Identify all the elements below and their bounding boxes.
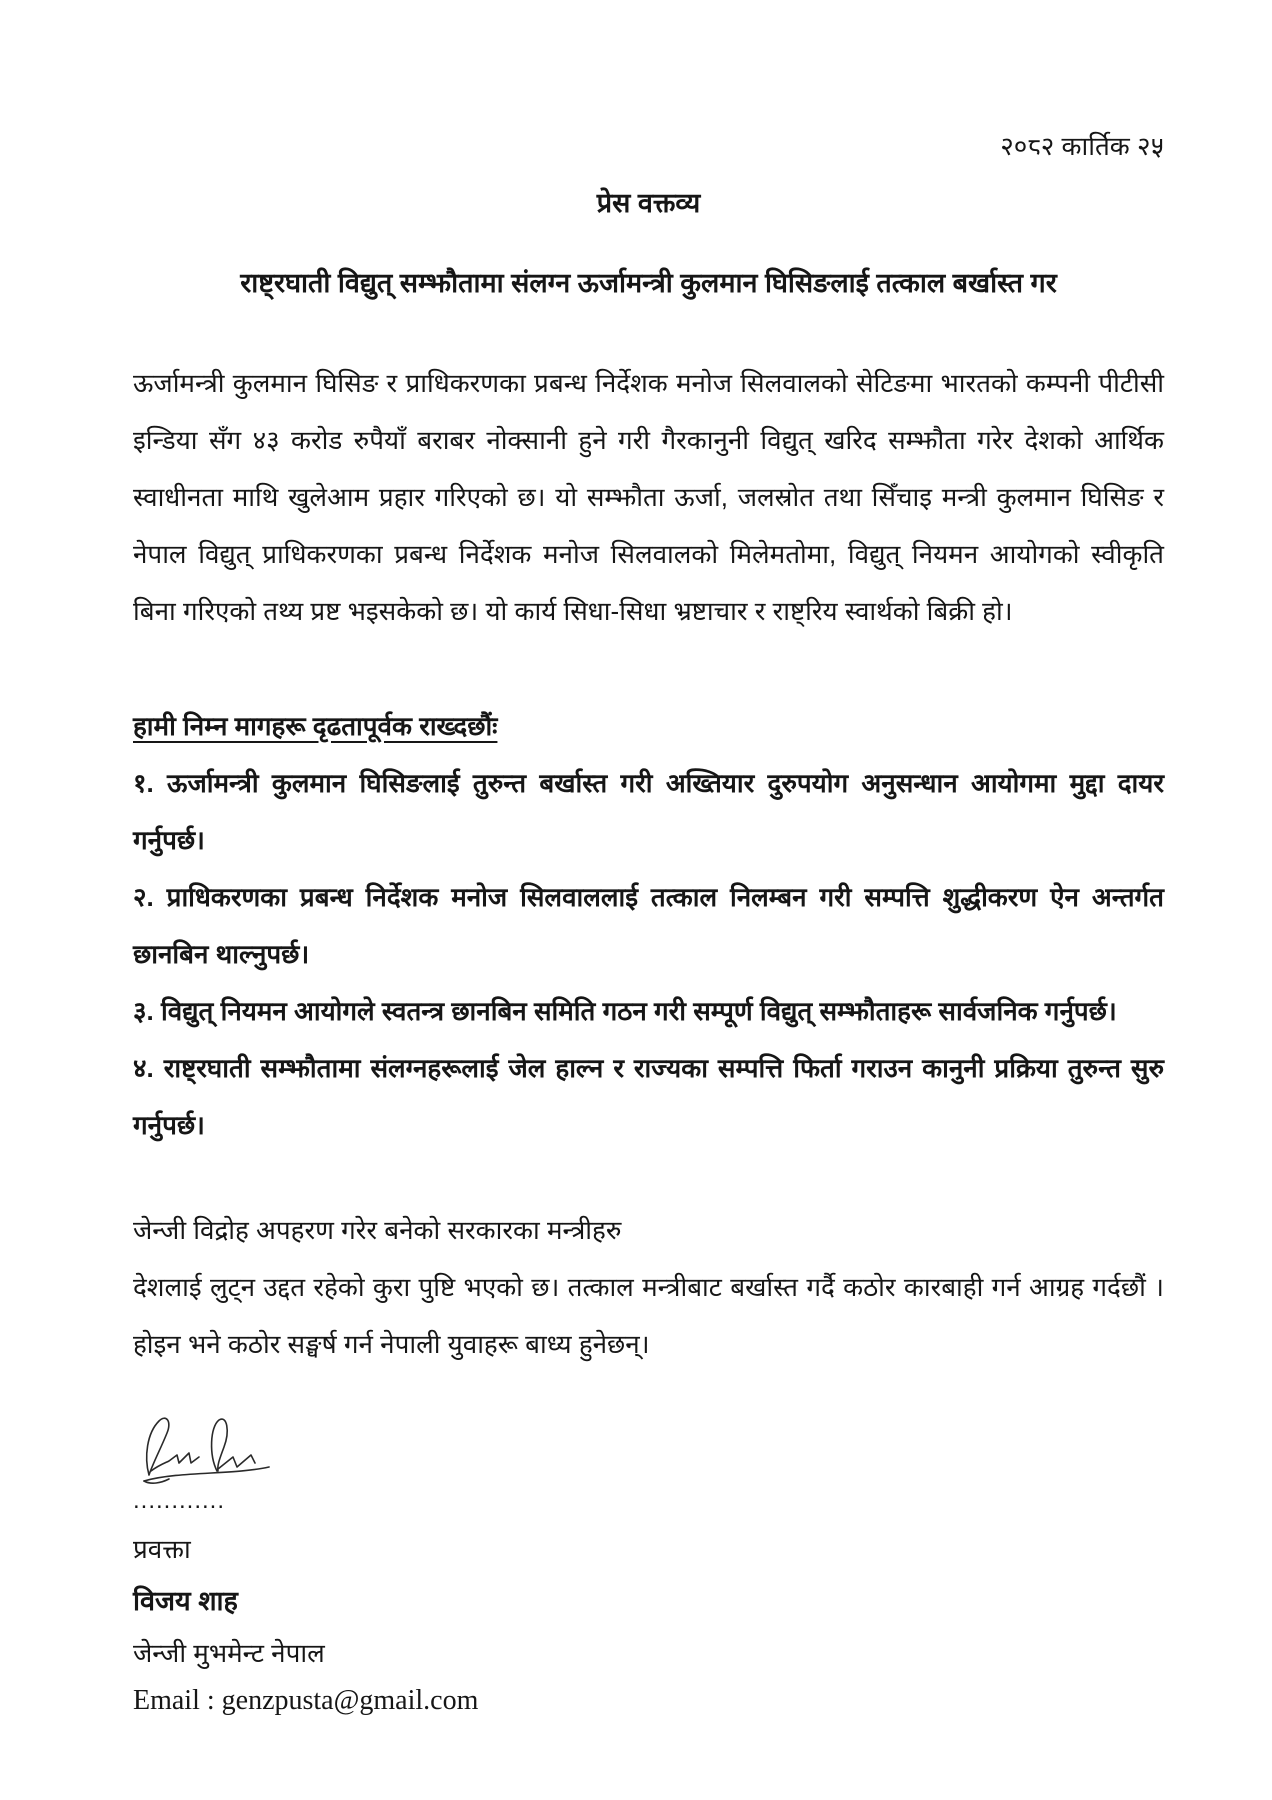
signatory-role: प्रवक्ता [133,1533,191,1564]
closing-paragraph [133,1202,1164,1373]
signatory-organization: जेन्जी मुभमेन्ट नेपाल [133,1637,325,1668]
signatory-name: विजय शाह [133,1586,238,1617]
demands-list [133,755,1164,1154]
signature-block [133,1413,1164,1721]
headline: राष्ट्रघाती विद्युत् सम्झौतामा संलग्न ऊर्जामन्त्री कुलमान घिसिङलाई तत्काल बर्खास्त गर [240,267,1057,298]
demand-item-2: २. प्राधिकरणका प्रबन्ध निर्देशक मनोज सिलवाललाई तत्काल निलम्बन गरी सम्पत्ति शुद्धीकरण ऐन अन्तर्गत छानबिन थाल्नुपर्छ। [133,881,1164,969]
closing-line-2: देशलाई लुट्न उद्दत रहेको कुरा पुष्टि भएको छ। तत्काल मन्त्रीबाट बर्खास्त गर्दै कठोर कारबाही गर्न आग्रह गर्दछौं । होइन भने कठोर सङ्घर्ष गर्न नेपाली युवाहरू बाध्य हुनेछन्। [133,1271,1164,1359]
closing-line-1: जेन्जी विद्रोह अपहरण गरेर बनेको सरकारका मन्त्रीहरु [133,1214,622,1245]
signature-dotted-line: ............ [133,1486,226,1514]
intro-paragraph: ऊर्जामन्त्री कुलमान घिसिङ र प्राधिकरणका प्रबन्ध निर्देशक मनोज सिलवालको सेटिङमा भारतको कम्पनी पीटीसी इन्डिया सँग ४३ करोड रुपैयाँ बराबर नोक्सानी हुने गरी गैरकानुनी विद्युत् खरिद सम्झौता गरेर देशको आर्थिक स्वाधीनता माथि खुलेआम प्रहार गरिएको छ। यो सम्झौता ऊर्जा, जलस्रोत तथा सिँचाइ मन्त्री कुलमान घिसिङ र नेपाल विद्युत् प्राधिकरणका प्रबन्ध निर्देशक मनोज सिलवालको मिलेमतोमा, विद्युत् नियमन आयोगको स्वीकृति बिना गरिएको तथ्य प्रष्ट भइसकेको छ। यो कार्य सिधा-सिधा भ्रष्टाचार र राष्ट्रिय स्वार्थको बिक्री हो। [133,367,1164,626]
demand-item-1: १. ऊर्जामन्त्री कुलमान घिसिङलाई तुरुन्त बर्खास्त गरी अख्तियार दुरुपयोग अनुसन्धान आयोगमा मुद्दा दायर गर्नुपर्छ। [133,767,1164,855]
date-line: २०८२ कार्तिक २५ [1000,131,1164,161]
document-type-title: प्रेस वक्तव्य [596,187,701,218]
signature-image [139,1413,279,1491]
demands-heading: हामी निम्न मागहरू दृढतापूर्वक राख्दछौंः [133,710,498,741]
contact-email: Email : genzpusta@gmail.com [133,1685,479,1717]
demand-item-3: ३. विद्युत् नियमन आयोगले स्वतन्त्र छानबिन समिति गठन गरी सम्पूर्ण विद्युत् सम्झौताहरू सार्वजनिक गर्नुपर्छ। [133,995,1117,1026]
demand-item-4: ४. राष्ट्रघाती सम्झौतामा संलग्नहरूलाई जेल हाल्न र राज्यका सम्पत्ति फिर्ता गराउन कानुनी प्रक्रिया तुरुन्त सुरु गर्नुपर्छ। [133,1052,1164,1140]
